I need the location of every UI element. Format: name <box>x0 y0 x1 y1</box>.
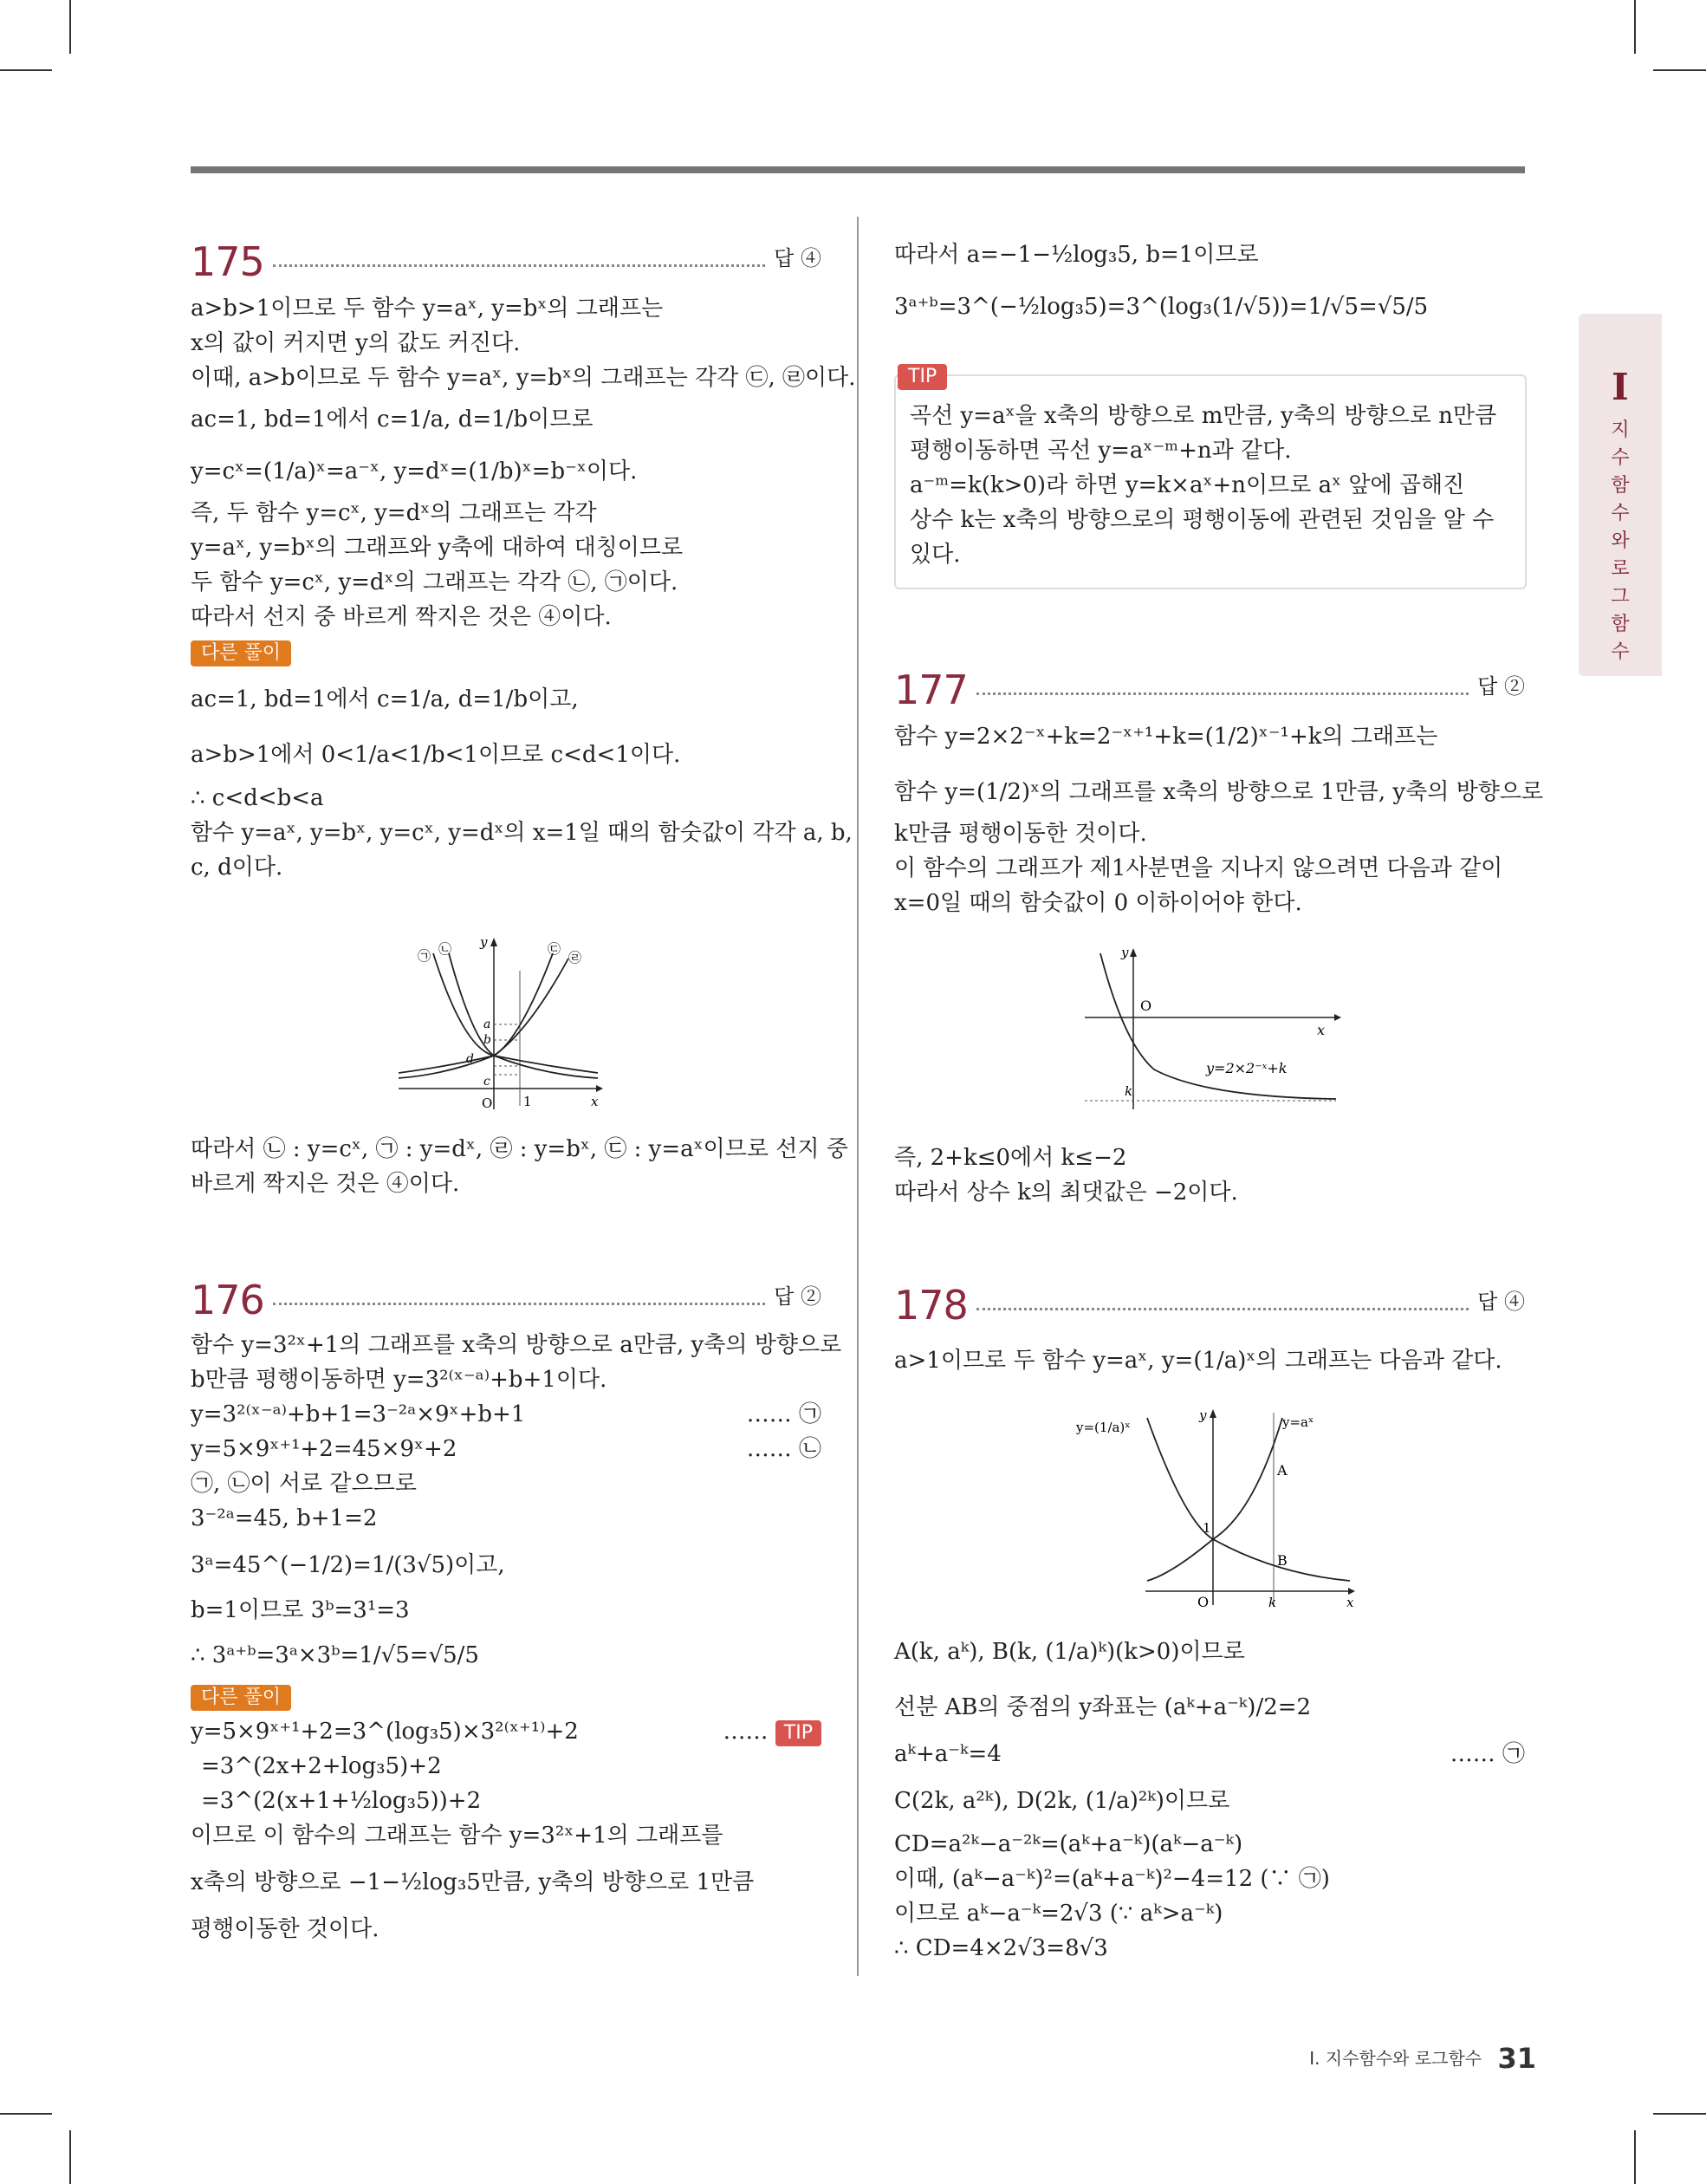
crop-mark <box>1653 2113 1706 2115</box>
equation-mark: …… ㉠ <box>746 1401 821 1427</box>
text-line: 즉, 2+k≤0에서 k≤−2 <box>894 1145 1127 1171</box>
origin-label: O <box>1140 998 1152 1014</box>
text-line: y=aˣ, y=bˣ의 그래프와 y축에 대하여 대칭이므로 <box>191 535 684 561</box>
curve-label: ㉠ <box>418 948 431 964</box>
text-line: 상수 k는 x축의 방향으로의 평행이동에 관련된 것임을 알 수 <box>910 507 1495 533</box>
text-line: 따라서 ㉡ : y=cˣ, ㉠ : y=dˣ, ㉣ : y=bˣ, ㉢ : y=aˣ이므로 선지 중 <box>191 1136 848 1162</box>
text-line: 이므로 aᵏ−a⁻ᵏ=2√3 (∵ aᵏ>a⁻ᵏ) <box>894 1901 1223 1927</box>
graph-177 <box>1085 948 1345 1113</box>
text-line: c, d이다. <box>191 855 283 881</box>
axis-label-x: x <box>1346 1595 1354 1609</box>
problem-number: 177 <box>894 666 968 713</box>
text-line: aᵏ+a⁻ᵏ=4 <box>894 1741 1002 1767</box>
point-label: d <box>466 1052 474 1066</box>
text-line: ∴ 3ᵃ⁺ᵇ=3ᵃ×3ᵇ=1/√5=√5/5 <box>191 1642 479 1668</box>
text-line: y=5×9ˣ⁺¹+2=3^(log₃5)×3²⁽ˣ⁺¹⁾+2 <box>191 1719 579 1745</box>
text-line: y=3²⁽ˣ⁻ᵃ⁾+b+1=3⁻²ᵃ×9ˣ+b+1 <box>191 1401 526 1427</box>
alt-solution-label: 다른 풀이 <box>191 1685 291 1711</box>
text-line: ㉠, ㉡이 서로 같으므로 <box>191 1471 417 1497</box>
text-line: 따라서 선지 중 바르게 짝지은 것은 ④이다. <box>191 604 612 630</box>
footer-chapter: Ⅰ. 지수함수와 로그함수 <box>1309 2048 1482 2069</box>
text-line: 함수 y=3²ˣ+1의 그래프를 x축의 방향으로 a만큼, y축의 방향으로 <box>191 1332 842 1358</box>
top-rule <box>191 166 1525 173</box>
axis-label-y: y <box>480 936 488 950</box>
answer-label: 답 ④ <box>1477 1290 1525 1314</box>
text-line: y=cˣ=(1/a)ˣ=a⁻ˣ, y=dˣ=(1/b)ˣ=b⁻ˣ이다. <box>191 458 638 484</box>
text-line: 따라서 상수 k의 최댓값은 −2이다. <box>894 1180 1238 1206</box>
alt-solution-label: 다른 풀이 <box>191 640 291 666</box>
point-B-label: B <box>1277 1552 1288 1569</box>
text-line: 이므로 이 함수의 그래프는 함수 y=3²ˣ+1의 그래프를 <box>191 1823 723 1849</box>
problem-number: 175 <box>191 238 264 285</box>
text-line: 평행이동하면 곡선 y=aˣ⁻ᵐ+n과 같다. <box>910 438 1292 464</box>
crop-mark <box>1653 69 1706 71</box>
text-line: 이때, (aᵏ−a⁻ᵏ)²=(aᵏ+a⁻ᵏ)²−4=12 (∵ ㉠) <box>894 1866 1330 1892</box>
text-line: 선분 AB의 중점의 y좌표는 (aᵏ+a⁻ᵏ)/2=2 <box>894 1694 1312 1720</box>
problem-header <box>894 1271 1525 1329</box>
chapter-title: 지수함수와 로그함수 <box>1611 419 1630 663</box>
curve-label: y=2×2⁻ˣ+k <box>1206 1060 1288 1076</box>
text-line: =3^(2(x+1+½log₃5))+2 <box>201 1788 482 1814</box>
point-label: b <box>483 1033 491 1047</box>
column-divider <box>857 217 859 1976</box>
text-line: b=1이므로 3ᵇ=3¹=3 <box>191 1597 410 1623</box>
tip-dots: …… <box>723 1719 769 1745</box>
leader-dots <box>273 1303 765 1305</box>
tip-box <box>894 374 1527 589</box>
problem-176 <box>191 1265 842 1947</box>
text-line: y=5×9ˣ⁺¹+2=45×9ˣ+2 <box>191 1436 457 1462</box>
problem-175 <box>191 227 856 1197</box>
curve-label-right: y=aˣ <box>1282 1414 1314 1430</box>
problem-header <box>191 1265 821 1323</box>
text-line: x의 값이 커지면 y의 값도 커진다. <box>191 330 521 356</box>
leader-dots <box>976 692 1469 695</box>
graph-178 <box>1076 1409 1362 1609</box>
text-line: 3ᵃ⁺ᵇ=3^(−½log₃5)=3^(log₃(1/√5))=1/√5=√5/5 <box>894 294 1429 320</box>
text-line: a>b>1에서 0<1/a<1/b<1이므로 c<d<1이다. <box>191 742 681 768</box>
text-line: ac=1, bd=1에서 c=1/a, d=1/b이고, <box>191 686 579 712</box>
text-line: 함수 y=2×2⁻ˣ+k=2⁻ˣ⁺¹+k=(1/2)ˣ⁻¹+k의 그래프는 <box>894 724 1438 750</box>
intercept-label: 1 <box>1203 1520 1211 1536</box>
graph-175 <box>399 936 607 1109</box>
axis-label-y: y <box>1121 948 1129 960</box>
text-line: 바르게 짝지은 것은 ④이다. <box>191 1171 460 1197</box>
tip-label: TIP <box>898 364 947 390</box>
curve-label: ㉢ <box>548 941 561 957</box>
text-line: 3⁻²ᵃ=45, b+1=2 <box>191 1505 378 1531</box>
text-line: 3ᵃ=45^(−1/2)=1/(3√5)이고, <box>191 1552 505 1578</box>
text-line: 두 함수 y=cˣ, y=dˣ의 그래프는 각각 ㉡, ㉠이다. <box>191 569 678 595</box>
point-label: c <box>483 1075 490 1089</box>
problem-number: 178 <box>894 1282 968 1329</box>
chapter-roman: I <box>1612 366 1629 408</box>
text-line: C(2k, a²ᵏ), D(2k, (1/a)²ᵏ)이므로 <box>894 1788 1230 1814</box>
text-line: k만큼 평행이동한 것이다. <box>894 821 1147 847</box>
curve-label: ㉣ <box>568 950 582 965</box>
crop-mark <box>1634 0 1636 54</box>
problem-header <box>894 655 1525 713</box>
crop-mark <box>1634 2130 1636 2184</box>
leader-dots <box>273 264 765 267</box>
text-line: b만큼 평행이동하면 y=3²⁽ˣ⁻ᵃ⁾+b+1이다. <box>191 1367 607 1393</box>
text-line: =3^(2x+2+log₃5)+2 <box>201 1753 442 1779</box>
crop-mark <box>69 2130 71 2184</box>
text-line: ∴ c<d<b<a <box>191 785 324 811</box>
axis-label-x: x <box>591 1094 599 1109</box>
crop-mark <box>0 69 52 71</box>
text-line: 함수 y=aˣ, y=bˣ, y=cˣ, y=dˣ의 x=1일 때의 함숫값이 각각 a, b, <box>191 820 853 846</box>
leader-dots <box>976 1308 1469 1310</box>
text-line: 이때, a>b이므로 두 함수 y=aˣ, y=bˣ의 그래프는 각각 ㉢, ㉣이다. <box>191 365 856 391</box>
tick-label: 1 <box>523 1094 532 1109</box>
axis-label-y: y <box>1199 1409 1207 1423</box>
tip-badge: TIP <box>775 1720 821 1746</box>
text-line: 따라서 a=−1−½log₃5, b=1이므로 <box>894 242 1259 268</box>
answer-label: 답 ④ <box>774 246 821 270</box>
answer-label: 답 ② <box>774 1284 821 1309</box>
problem-header <box>191 227 821 285</box>
origin-label: O <box>482 1095 493 1109</box>
equation-mark: …… ㉡ <box>746 1436 821 1462</box>
curve-label-left: y=(1/a)ˣ <box>1076 1420 1131 1435</box>
text-line: 있다. <box>910 542 961 568</box>
k-label: k <box>1125 1083 1133 1099</box>
problem-177 <box>894 655 1544 1206</box>
tip-reference <box>723 1714 821 1749</box>
point-A-label: A <box>1277 1462 1288 1479</box>
page-footer <box>1309 2042 1536 2075</box>
crop-mark <box>0 2113 52 2115</box>
text-line: 함수 y=(1/2)ˣ의 그래프를 x축의 방향으로 1만큼, y축의 방향으로 <box>894 779 1544 805</box>
origin-label: O <box>1197 1594 1210 1609</box>
answer-label: 답 ② <box>1477 674 1525 699</box>
text-line: 이 함수의 그래프가 제1사분면을 지나지 않으려면 다음과 같이 <box>894 855 1503 881</box>
text-line: A(k, aᵏ), B(k, (1/a)ᵏ)(k>0)이므로 <box>894 1639 1245 1665</box>
text-line: x=0일 때의 함숫값이 0 이하이어야 한다. <box>894 890 1302 916</box>
text-line: ∴ CD=4×2√3=8√3 <box>894 1935 1108 1961</box>
crop-mark <box>69 0 71 54</box>
equation-mark: …… ㉠ <box>1450 1741 1525 1767</box>
text-line: 곡선 y=aˣ을 x축의 방향으로 m만큼, y축의 방향으로 n만큼 <box>910 403 1497 429</box>
problem-178 <box>894 1271 1525 1961</box>
text-line: a>b>1이므로 두 함수 y=aˣ, y=bˣ의 그래프는 <box>191 296 664 322</box>
curve-label: ㉡ <box>438 941 452 957</box>
k-label: k <box>1268 1595 1277 1609</box>
equation-row <box>894 1737 1525 1771</box>
problem-176-continued <box>894 237 1525 324</box>
text-line: CD=a²ᵏ−a⁻²ᵏ=(aᵏ+a⁻ᵏ)(aᵏ−a⁻ᵏ) <box>894 1831 1243 1857</box>
text-line: a⁻ᵐ=k(k>0)라 하면 y=k×aˣ+n이므로 aˣ 앞에 곱해진 <box>910 472 1465 498</box>
text-line: ac=1, bd=1에서 c=1/a, d=1/b이므로 <box>191 406 594 432</box>
text-line: a>1이므로 두 함수 y=aˣ, y=(1/a)ˣ의 그래프는 다음과 같다. <box>894 1348 1502 1374</box>
problem-number: 176 <box>191 1277 264 1323</box>
chapter-tab <box>1579 314 1662 676</box>
text-line: 평행이동한 것이다. <box>191 1916 379 1942</box>
text-line: 즉, 두 함수 y=cˣ, y=dˣ의 그래프는 각각 <box>191 500 597 526</box>
text-line: x축의 방향으로 −1−½log₃5만큼, y축의 방향으로 1만큼 <box>191 1869 755 1895</box>
point-label: a <box>483 1017 491 1031</box>
axis-label-x: x <box>1317 1022 1326 1038</box>
page-number: 31 <box>1497 2042 1536 2075</box>
tip-content <box>910 399 1496 572</box>
